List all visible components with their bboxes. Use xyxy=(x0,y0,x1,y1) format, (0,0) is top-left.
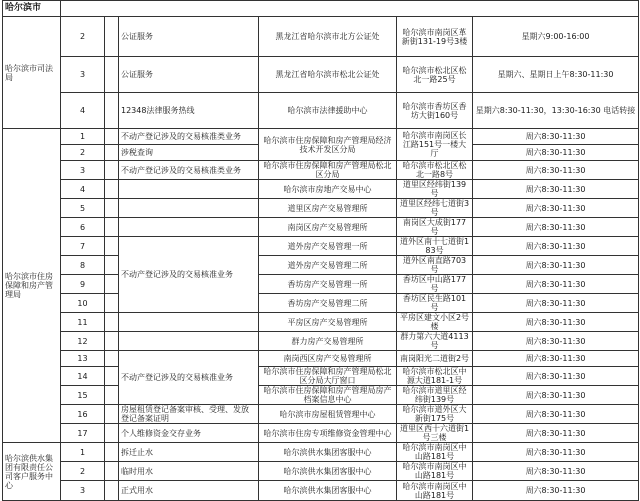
table-row xyxy=(3,256,639,275)
service-unit: 南岗区房产交易管理所 xyxy=(259,218,397,237)
service-unit: 黑龙江省哈尔滨市松北公证处 xyxy=(259,57,397,93)
service-hours: 周六8:30-11:30 xyxy=(473,481,639,501)
table-row xyxy=(3,199,639,218)
row-spacer xyxy=(105,218,119,237)
service-address: 南岗区大成街177号 xyxy=(397,218,473,237)
section-header-row xyxy=(3,1,639,17)
service-address: 哈尔滨市道外区大新街175号 xyxy=(397,405,473,424)
service-hours: 周六8:30-11:30 xyxy=(473,256,639,275)
section-header-filler xyxy=(61,1,639,17)
service-schedule-table xyxy=(2,0,639,501)
row-spacer xyxy=(105,367,119,386)
service-address: 哈尔滨市松北区松北一路25号 xyxy=(397,57,473,93)
row-number: 16 xyxy=(61,405,105,424)
service-address: 哈尔滨市香坊区香坊大街160号 xyxy=(397,93,473,129)
service-item: 不动产登记涉及的交易核准业务 xyxy=(119,237,259,313)
service-address: 平房区建文小区2号楼 xyxy=(397,313,473,332)
service-hours: 周六8:30-11:30 xyxy=(473,180,639,199)
table-row xyxy=(3,386,639,405)
table-row xyxy=(3,443,639,462)
service-address: 南岗阳光二道街2号 xyxy=(397,351,473,367)
service-item: 公证服务 xyxy=(119,57,259,93)
table-row xyxy=(3,424,639,443)
service-item: 拆迁止水 xyxy=(119,443,259,462)
service-address: 哈尔滨市南岗区中山路181号 xyxy=(397,443,473,462)
service-hours: 周六8:30-11:30 xyxy=(473,424,639,443)
table-row xyxy=(3,17,639,57)
service-unit: 哈尔滨市房地产交易中心 xyxy=(259,180,397,199)
row-number: 3 xyxy=(61,57,105,93)
service-hours: 周六8:30-11:30 xyxy=(473,129,639,145)
service-unit: 香坊房产交易管理二所 xyxy=(259,294,397,313)
row-number: 13 xyxy=(61,351,105,367)
service-hours: 周六8:30-11:30 xyxy=(473,462,639,481)
service-unit: 黑龙江省哈尔滨市北方公证处 xyxy=(259,17,397,57)
service-hours: 周六8:30-11:30 xyxy=(473,199,639,218)
service-item: 不动产登记涉及的交易核准业务 xyxy=(119,351,259,405)
service-item xyxy=(119,313,259,332)
row-spacer xyxy=(105,17,119,57)
service-hours: 周六8:30-11:30 xyxy=(473,351,639,367)
table-row xyxy=(3,57,639,93)
row-number: 9 xyxy=(61,275,105,294)
row-number: 4 xyxy=(61,93,105,129)
row-spacer xyxy=(105,386,119,405)
row-number: 2 xyxy=(61,462,105,481)
table-row xyxy=(3,275,639,294)
service-hours: 星期六8:30-11:30，13:30-16:30 电话转接 xyxy=(473,93,639,129)
row-spacer xyxy=(105,237,119,256)
service-hours: 周六8:30-11:30 xyxy=(473,386,639,405)
row-number: 2 xyxy=(61,17,105,57)
service-unit: 哈尔滨供水集团客服中心 xyxy=(259,481,397,501)
service-address: 香坊区民生路101号 xyxy=(397,294,473,313)
service-hours: 周六8:30-11:30 xyxy=(473,443,639,462)
row-number: 17 xyxy=(61,424,105,443)
service-item: 个人维修资金交存业务 xyxy=(119,424,259,443)
row-spacer xyxy=(105,256,119,275)
service-item: 临时用水 xyxy=(119,462,259,481)
service-address: 道里区经纬七道街3号 xyxy=(397,199,473,218)
service-address: 群力第六大道4113号 xyxy=(397,332,473,351)
row-number: 4 xyxy=(61,180,105,199)
table-row xyxy=(3,161,639,180)
service-item xyxy=(119,199,259,218)
service-unit: 香坊房产交易管理一所 xyxy=(259,275,397,294)
service-item: 涉税查询 xyxy=(119,145,259,161)
table-row xyxy=(3,481,639,501)
department-name: 哈尔滨市住房保障和房产管理局 xyxy=(3,129,61,443)
row-number: 11 xyxy=(61,313,105,332)
service-hours: 周六8:30-11:30 xyxy=(473,145,639,161)
row-number: 14 xyxy=(61,367,105,386)
service-hours: 周六8:30-11:30 xyxy=(473,405,639,424)
row-spacer xyxy=(105,57,119,93)
service-unit: 哈尔滨市房屋租赁管理中心 xyxy=(259,405,397,424)
service-item xyxy=(119,218,259,237)
service-address: 道外区南直路703号 xyxy=(397,256,473,275)
row-spacer xyxy=(105,180,119,199)
table-row xyxy=(3,93,639,129)
table-row xyxy=(3,237,639,256)
service-hours: 周六8:30-11:30 xyxy=(473,218,639,237)
row-spacer xyxy=(105,481,119,501)
service-unit: 道外房产交易管理一所 xyxy=(259,237,397,256)
row-number: 8 xyxy=(61,256,105,275)
service-item: 正式用水 xyxy=(119,481,259,501)
table-row xyxy=(3,180,639,199)
service-unit: 哈尔滨市法律援助中心 xyxy=(259,93,397,129)
table-row xyxy=(3,405,639,424)
row-number: 1 xyxy=(61,129,105,145)
service-address: 哈尔滨市道里区经纬街139号 xyxy=(397,386,473,405)
table-row xyxy=(3,313,639,332)
row-number: 5 xyxy=(61,199,105,218)
table-row xyxy=(3,367,639,386)
row-number: 3 xyxy=(61,481,105,501)
row-number: 1 xyxy=(61,443,105,462)
department-name: 哈尔滨供水集团有限责任公司客户服务中心 xyxy=(3,443,61,501)
service-item: 公证服务 xyxy=(119,17,259,57)
service-item: 12348法律服务热线 xyxy=(119,93,259,129)
service-unit: 哈尔滨市住房保障和房产管理局房产档案信息中心 xyxy=(259,386,397,405)
section-title: 哈尔滨市 xyxy=(3,1,61,17)
row-spacer xyxy=(105,275,119,294)
row-number: 10 xyxy=(61,294,105,313)
service-unit: 哈尔滨市住房保障和房产管理局松北区分局 xyxy=(259,161,397,180)
service-unit: 哈尔滨市住房保障和房产管理局松北区分局大厅窗口 xyxy=(259,367,397,386)
row-spacer xyxy=(105,294,119,313)
service-unit: 南岗西区房产交易管理所 xyxy=(259,351,397,367)
table-row xyxy=(3,351,639,367)
department-name: 哈尔滨市司法局 xyxy=(3,17,61,129)
service-address: 哈尔滨市南岗区中山路181号 xyxy=(397,462,473,481)
row-spacer xyxy=(105,443,119,462)
service-address: 哈尔滨市南岗区中山路181号 xyxy=(397,481,473,501)
service-item: 不动产登记涉及的交易核准类业务 xyxy=(119,129,259,145)
service-hours: 星期六、星期日上午8:30-11:30 xyxy=(473,57,639,93)
table-row xyxy=(3,462,639,481)
service-address: 哈尔滨市南岗区革新街131-19号3楼 xyxy=(397,17,473,57)
service-address: 道里区西十六道街1号三楼 xyxy=(397,424,473,443)
row-spacer xyxy=(105,313,119,332)
row-spacer xyxy=(105,145,119,161)
table-row xyxy=(3,218,639,237)
service-address: 道外区南十七道街183号 xyxy=(397,237,473,256)
service-hours: 周六8:30-11:30 xyxy=(473,313,639,332)
service-unit: 群力房产交易管理所 xyxy=(259,332,397,351)
row-number: 3 xyxy=(61,161,105,180)
row-number: 7 xyxy=(61,237,105,256)
service-hours: 周六8:30-11:30 xyxy=(473,367,639,386)
row-spacer xyxy=(105,93,119,129)
row-spacer xyxy=(105,161,119,180)
row-number: 12 xyxy=(61,332,105,351)
row-spacer xyxy=(105,351,119,367)
service-item: 房屋租赁登记备案审核、受理、发放登记备案证明 xyxy=(119,405,259,424)
service-item: 不动产登记涉及的交易核准类业务 xyxy=(119,161,259,180)
row-spacer xyxy=(105,199,119,218)
service-address: 道里区经纬街139号 xyxy=(397,180,473,199)
service-hours: 周六8:30-11:30 xyxy=(473,237,639,256)
service-hours: 星期六9:00-16:00 xyxy=(473,17,639,57)
service-hours: 周六8:30-11:30 xyxy=(473,332,639,351)
service-unit: 道外房产交易管理二所 xyxy=(259,256,397,275)
row-spacer xyxy=(105,424,119,443)
service-address: 哈尔滨市松北区中源大道181-1号 xyxy=(397,367,473,386)
service-address: 哈尔滨市松北区松北一路8号 xyxy=(397,161,473,180)
row-number: 15 xyxy=(61,386,105,405)
service-unit: 平房区房产交易管理所 xyxy=(259,313,397,332)
service-hours: 周六8:30-11:30 xyxy=(473,161,639,180)
row-spacer xyxy=(105,405,119,424)
row-spacer xyxy=(105,462,119,481)
service-address: 香坊区中山路177号 xyxy=(397,275,473,294)
table-row xyxy=(3,294,639,313)
table-row xyxy=(3,332,639,351)
service-item xyxy=(119,332,259,351)
table-row xyxy=(3,129,639,145)
service-unit: 哈尔滨供水集团客服中心 xyxy=(259,443,397,462)
service-address: 哈尔滨市南岗区长江路151号一楼大厅 xyxy=(397,129,473,161)
service-unit: 哈尔滨市住房保障和房产管理局经济技术开发区分局 xyxy=(259,129,397,161)
service-unit: 道里区房产交易管理所 xyxy=(259,199,397,218)
service-hours: 周六8:30-11:30 xyxy=(473,275,639,294)
row-number: 2 xyxy=(61,145,105,161)
service-unit: 哈尔滨供水集团客服中心 xyxy=(259,462,397,481)
row-spacer xyxy=(105,129,119,145)
row-spacer xyxy=(105,332,119,351)
row-number: 6 xyxy=(61,218,105,237)
service-unit: 哈尔滨市住房专项维修资金管理中心 xyxy=(259,424,397,443)
service-item xyxy=(119,180,259,199)
service-hours: 周六8:30-11:30 xyxy=(473,294,639,313)
